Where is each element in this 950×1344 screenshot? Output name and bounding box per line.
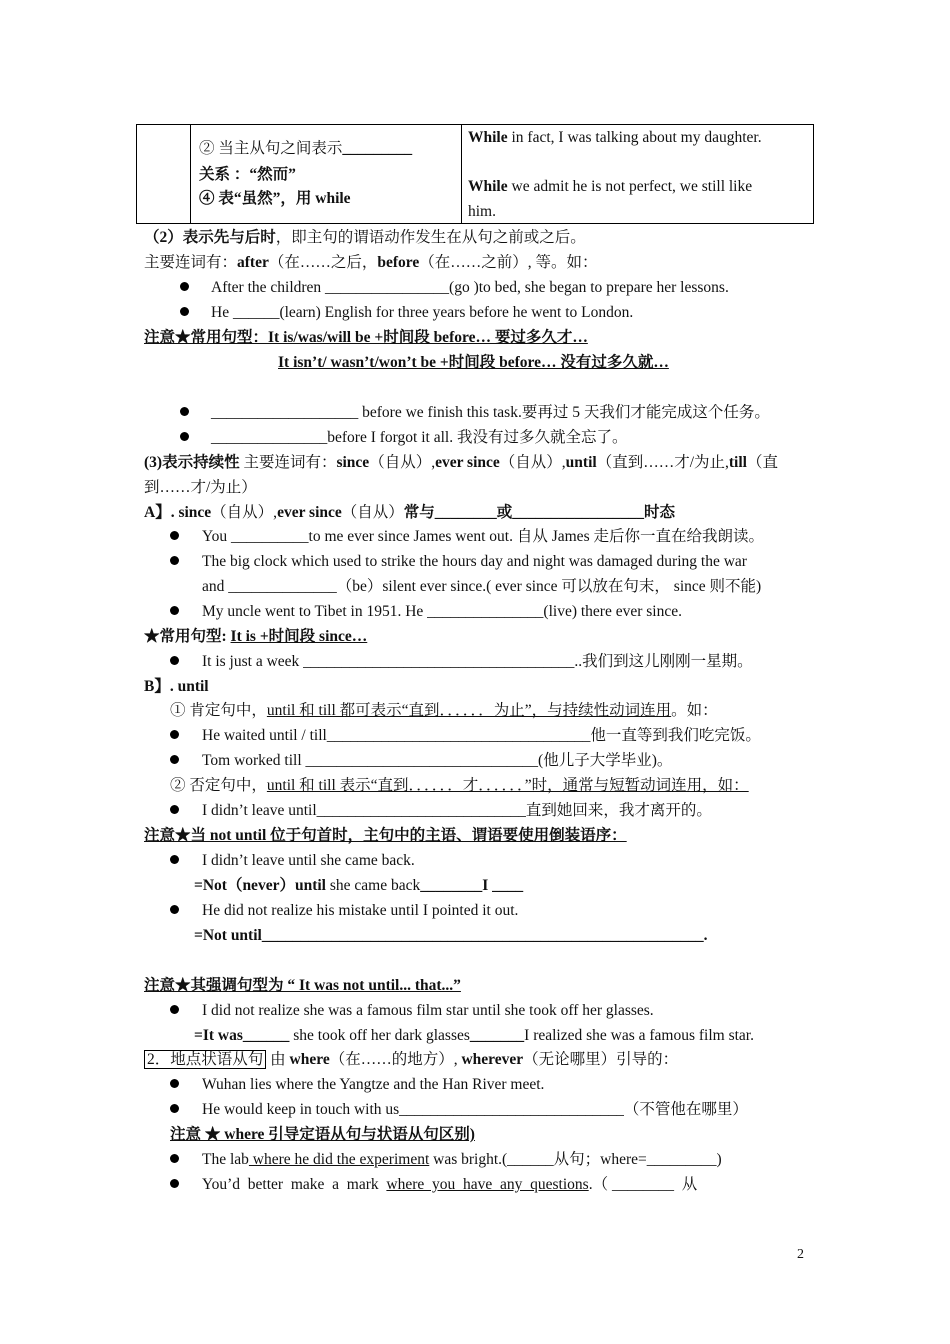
example-equivalent: =Not（never）until she came back________I ____ bbox=[194, 877, 524, 894]
example-line: After the children ________________(go )to bed, she began to prepare her lessons. bbox=[211, 279, 729, 296]
table-left-line-1: ② 当主从句之间表示_________ bbox=[199, 140, 413, 157]
bullet-icon bbox=[170, 531, 179, 540]
section-3-heading: (3)表示持续性 主要连词有：since（自从）,ever since（自从）,until（直到……才/为止,till（直 bbox=[144, 454, 778, 471]
table-right-line-2: While we admit he is not perfect, we still like bbox=[468, 178, 753, 195]
bullet-icon bbox=[170, 855, 179, 864]
bullet-icon bbox=[170, 656, 179, 665]
note-emphasis: 注意★其强调句型为 “ It was not until... that...” bbox=[144, 977, 461, 994]
bullet-icon bbox=[180, 407, 189, 416]
example-line: Wuhan lies where the Yangtze and the Han River meet. bbox=[202, 1076, 545, 1093]
bullet-icon bbox=[170, 1154, 179, 1163]
pattern-since: ★常用句型: It is +时间段 since… bbox=[144, 628, 368, 645]
table-left-line-2: 关系 ：“然而” bbox=[199, 166, 296, 183]
example-line: I didn’t leave until___________________________直到她回来，我才离开的。 bbox=[202, 802, 712, 819]
example-line: and ______________（be）silent ever since.( ever since 可以放在句末， since 则不能) bbox=[202, 578, 762, 595]
section-2-heading: （2）表示先与后时，即主句的谓语动作发生在从句之前或之后。 bbox=[144, 229, 586, 246]
note-pattern-1: 注意★常用句型：It is/was/will be +时间段 before… 要过多久才… bbox=[144, 329, 588, 346]
bullet-icon bbox=[170, 1079, 179, 1088]
place-clause-heading: 2．地点状语从句 由 where（在……的地方）, wherever（无论哪里）引导的： bbox=[144, 1050, 678, 1070]
bullet-icon bbox=[170, 556, 179, 565]
example-line: He would keep in touch with us_____________________________（不管他在哪里） bbox=[202, 1101, 748, 1118]
bullet-icon bbox=[170, 755, 179, 764]
boxed-heading: 2．地点状语从句 bbox=[144, 1050, 266, 1069]
example-line: _______________before I forgot it all. 我没有过多久就全忘了。 bbox=[211, 429, 628, 446]
section-3-heading-cont: 到……才/为止） bbox=[144, 479, 257, 496]
example-line: Tom worked till ______________________________(他儿子大学毕业)。 bbox=[202, 752, 673, 769]
bullet-icon bbox=[170, 1104, 179, 1113]
subsection-b-heading: B】. until bbox=[144, 678, 209, 695]
subsection-a-heading: A】. since（自从）,ever since（自从）常与________或_________________时态 bbox=[144, 504, 676, 521]
rule-until-affirmative: ① 肯定句中，until 和 till 都可表示“直到．．．．．．为止”，与持续性动词连用。如： bbox=[170, 702, 718, 719]
example-line: ___________________ before we finish this task.要再过 5 天我们才能完成这个任务。 bbox=[211, 404, 770, 421]
note-inversion: 注意★当 not until 位于句首时，主句中的主语、谓语要使用倒装语序： bbox=[144, 827, 627, 844]
section-2-conjunctions: 主要连词有：after（在……之后，before（在……之前）, 等。如： bbox=[144, 254, 598, 271]
bullet-icon bbox=[170, 805, 179, 814]
table-left-line-3: ④ 表“虽然”，用 while bbox=[199, 190, 351, 207]
example-line: You’d better make a mark where you have any questions.（ ________ 从 bbox=[202, 1176, 698, 1193]
example-line: The lab where he did the experiment was bright.(______从句；where=_________) bbox=[202, 1151, 722, 1168]
bullet-icon bbox=[170, 730, 179, 739]
bullet-icon bbox=[180, 282, 189, 291]
page-number: 2 bbox=[797, 1247, 804, 1262]
example-line: You __________to me ever since James went out. 自从 James 走后你一直在给我朗读。 bbox=[202, 528, 764, 545]
example-line: He did not realize his mistake until I pointed it out. bbox=[202, 902, 519, 919]
table-divider bbox=[461, 125, 462, 223]
example-line: I didn’t leave until she came back. bbox=[202, 852, 415, 869]
example-line: I did not realize she was a famous film star until she took off her glasses. bbox=[202, 1002, 654, 1019]
example-line: It is just a week ___________________________________..我们到这儿刚刚一星期。 bbox=[202, 653, 753, 670]
bullet-icon bbox=[170, 1005, 179, 1014]
example-line: He ______(learn) English for three years before he went to London. bbox=[211, 304, 634, 321]
bullet-icon bbox=[170, 905, 179, 914]
example-equivalent: =It was______ she took off her dark glasses_______I realized she was a famous film star. bbox=[194, 1027, 754, 1044]
bullet-icon bbox=[170, 1179, 179, 1188]
bullet-icon bbox=[180, 307, 189, 316]
table-right-line-3: him. bbox=[468, 203, 496, 220]
note-where: 注意 ★ where 引导定语从句与状语从句区别) bbox=[170, 1126, 475, 1143]
table-right-line-1: While in fact, I was talking about my daughter. bbox=[468, 129, 762, 146]
example-line: My uncle went to Tibet in 1951. He _______________(live) there ever since. bbox=[202, 603, 682, 620]
table-divider bbox=[190, 125, 191, 223]
example-equivalent: =Not until_________________________________________________________. bbox=[194, 927, 708, 944]
rule-until-negative: ② 否定句中，until 和 till 表示“直到．．．．．．才．．．．．．”时，通常与短暂动词连用，如： bbox=[170, 777, 749, 794]
bullet-icon bbox=[170, 606, 179, 615]
bullet-icon bbox=[180, 432, 189, 441]
note-pattern-2: It isn’t/ wasn’t/won’t be +时间段 before… 没有过多久就… bbox=[278, 354, 669, 371]
example-line: The big clock which used to strike the hours day and night was damaged during the war bbox=[202, 553, 747, 570]
example-line: He waited until / till__________________________________他一直等到我们吃完饭。 bbox=[202, 727, 761, 744]
